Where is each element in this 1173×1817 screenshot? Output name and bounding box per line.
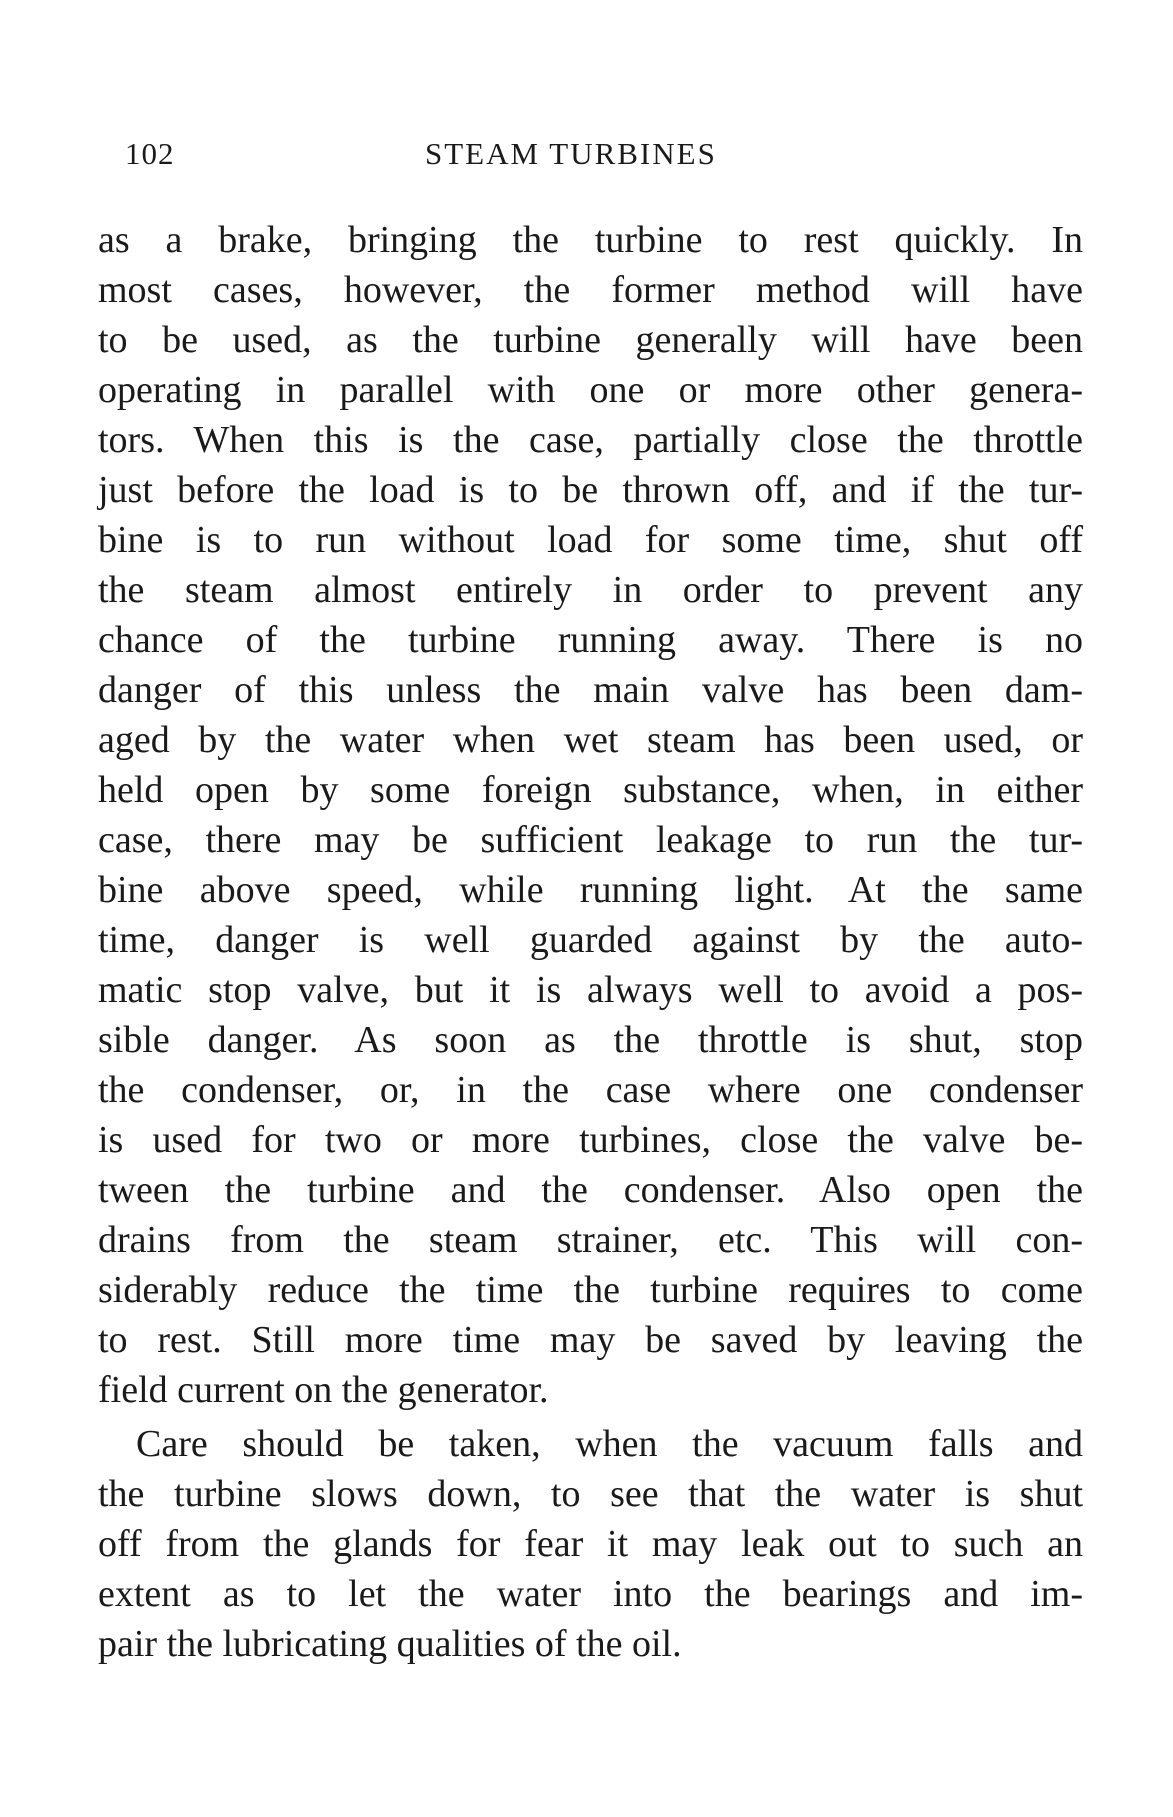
text-line: Care should be taken, when the vacuum falls and	[136, 1423, 1083, 1465]
text-line: drains from the steam strainer, etc. This will con-	[98, 1219, 1083, 1261]
paragraph-1	[98, 215, 1083, 1415]
text-line: the condenser, or, in the case where one condenser	[98, 1069, 1083, 1111]
text-line: the turbine slows down, to see that the water is shut	[98, 1473, 1083, 1515]
text-line: is used for two or more turbines, close the valve be-	[98, 1119, 1083, 1161]
text-line: most cases, however, the former method will have	[98, 269, 1083, 311]
text-line: held open by some foreign substance, when, in either	[98, 769, 1083, 811]
text-line: operating in parallel with one or more other genera-	[98, 369, 1083, 411]
text-line: case, there may be sufficient leakage to run the tur-	[98, 819, 1083, 861]
text-line: time, danger is well guarded against by the auto-	[98, 919, 1083, 961]
text-line: tween the turbine and the condenser. Also open the	[98, 1169, 1083, 1211]
text-line: bine is to run without load for some time, shut off	[98, 519, 1083, 561]
text-line: extent as to let the water into the bearings and im-	[98, 1573, 1083, 1615]
text-line: matic stop valve, but it is always well to avoid a pos-	[98, 969, 1083, 1011]
text-line: sible danger. As soon as the throttle is shut, stop	[98, 1019, 1083, 1061]
body-text	[98, 215, 1083, 1669]
text-line: bine above speed, while running light. At the same	[98, 869, 1083, 911]
text-line: to be used, as the turbine generally will have been	[98, 319, 1083, 361]
text-line: to rest. Still more time may be saved by leaving the	[98, 1319, 1083, 1361]
running-head	[125, 136, 1075, 186]
text-line: just before the load is to be thrown off, and if the tur-	[98, 469, 1083, 511]
text-line: off from the glands for fear it may leak out to such an	[98, 1523, 1083, 1565]
text-line: siderably reduce the time the turbine requires to come	[98, 1269, 1083, 1311]
text-line: as a brake, bringing the turbine to rest quickly. In	[98, 219, 1083, 261]
page-number: 102	[125, 136, 175, 171]
text-line: the steam almost entirely in order to prevent any	[98, 569, 1083, 611]
text-line: danger of this unless the main valve has been dam-	[98, 669, 1083, 711]
paragraph-2	[98, 1419, 1083, 1669]
text-line: aged by the water when wet steam has been used, or	[98, 719, 1083, 761]
text-line: pair the lubricating qualities of the oil.	[98, 1623, 682, 1665]
text-line: tors. When this is the case, partially close the throttle	[98, 419, 1083, 461]
running-title: STEAM TURBINES	[425, 136, 717, 171]
text-line: field current on the generator.	[98, 1369, 549, 1411]
text-line: chance of the turbine running away. There is no	[98, 619, 1083, 661]
